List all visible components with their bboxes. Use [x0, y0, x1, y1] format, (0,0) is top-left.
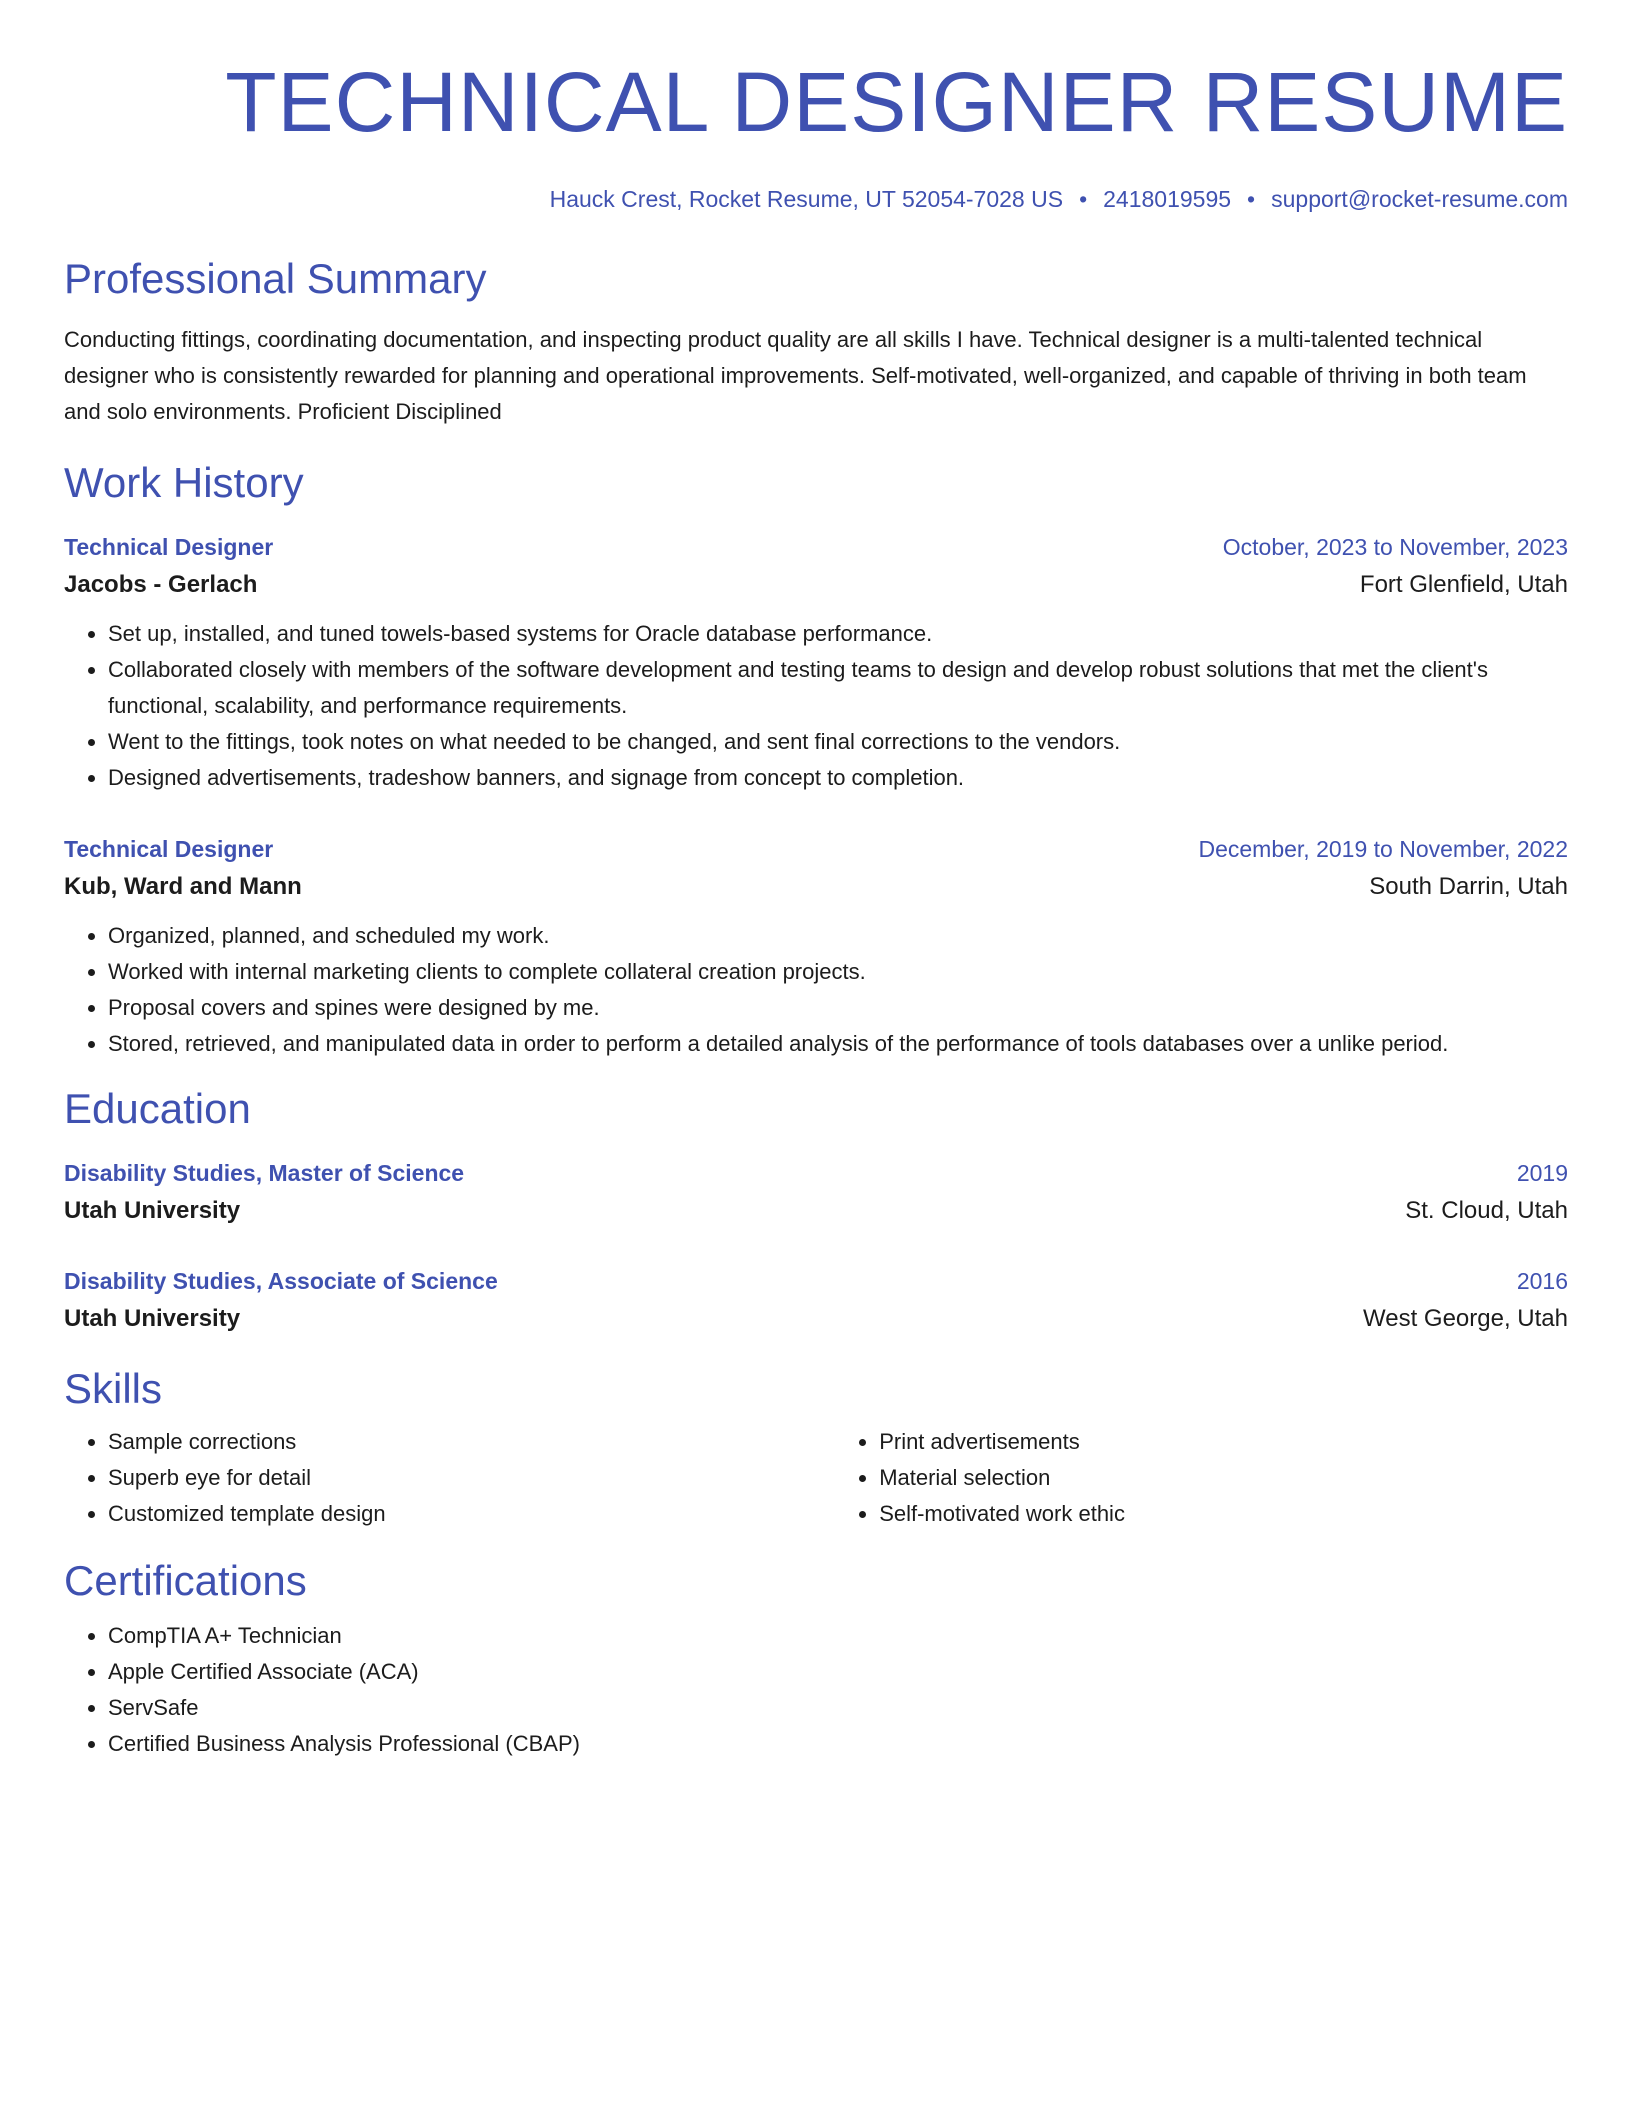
- job-dates: October, 2023 to November, 2023: [1222, 534, 1568, 560]
- education-school: Utah University: [64, 1197, 241, 1224]
- job-bullet: • Worked with internal marketing clients to complete collateral creation projects.: [108, 954, 1568, 990]
- job-location: Fort Glenfield, Utah: [1359, 571, 1568, 598]
- job-entry: [64, 830, 1568, 1062]
- skill-item: • Material selection: [879, 1460, 1568, 1496]
- skill-item: • Self-motivated work ethic: [879, 1496, 1568, 1532]
- education-entry: [64, 1262, 1568, 1338]
- job-bullet-list: [64, 616, 1568, 796]
- job-company-row: [64, 868, 1568, 906]
- contact-address: Hauck Crest, Rocket Resume, UT 52054-7028 US: [549, 186, 1064, 212]
- education-school-row: [64, 1300, 1568, 1338]
- job-bullet: • Organized, planned, and scheduled my work.: [108, 918, 1568, 954]
- certification-item: • CompTIA A+ Technician: [108, 1618, 1568, 1654]
- education-school-row: [64, 1192, 1568, 1230]
- skills-grid: [64, 1424, 1568, 1532]
- section-title-education: Education: [64, 1085, 251, 1132]
- education-year: 2019: [1516, 1160, 1568, 1186]
- contact-line: [64, 184, 1568, 214]
- section-title-work-history: Work History: [64, 459, 304, 506]
- skill-item: • Superb eye for detail: [108, 1460, 835, 1496]
- job-company: Kub, Ward and Mann: [64, 873, 302, 900]
- education-degree: Disability Studies, Associate of Science: [64, 1268, 498, 1294]
- resume-header: [64, 54, 1568, 214]
- job-entry: [64, 528, 1568, 796]
- education-header-row: [64, 1262, 1568, 1300]
- job-bullet: • Went to the fittings, took notes on what needed to be changed, and sent final corrections to the vendors.: [108, 724, 1568, 760]
- job-bullet: • Stored, retrieved, and manipulated data in order to perform a detailed analysis of the performance of tools databases over a unlike period.: [108, 1026, 1568, 1062]
- job-company-row: [64, 566, 1568, 604]
- contact-email[interactable]: support@rocket-resume.com: [1271, 186, 1568, 212]
- contact-separator: •: [1247, 186, 1256, 212]
- contact-phone: 2418019595: [1103, 186, 1232, 212]
- education-entry: [64, 1154, 1568, 1230]
- education-year: 2016: [1516, 1268, 1568, 1294]
- education-degree: Disability Studies, Master of Science: [64, 1160, 465, 1186]
- resume-title: TECHNICAL DESIGNER RESUME: [225, 55, 1568, 149]
- education-location: West George, Utah: [1363, 1305, 1568, 1332]
- skills-list-left: [64, 1424, 835, 1532]
- job-bullet: • Set up, installed, and tuned towels-based systems for Oracle database performance.: [108, 616, 1568, 652]
- section-title-skills: Skills: [64, 1365, 163, 1412]
- section-title-summary: Professional Summary: [64, 255, 487, 302]
- skill-item: • Print advertisements: [879, 1424, 1568, 1460]
- summary-text: Conducting fittings, coordinating documentation, and inspecting product quality are all skills I have. Technical designer is a multi-talented technical designer who is consistently rewarded for planning and operational improvements. Self-motivated, well-organized, and capable of thriving in both team and solo environments. Proficient Disciplined: [64, 327, 1527, 424]
- skills-list-right: [835, 1424, 1568, 1532]
- education-school: Utah University: [64, 1305, 241, 1332]
- section-title-certifications: Certifications: [64, 1557, 307, 1604]
- job-bullet-list: [64, 918, 1568, 1062]
- certification-item: • Certified Business Analysis Professional (CBAP): [108, 1726, 1568, 1762]
- education-location: St. Cloud, Utah: [1405, 1197, 1568, 1224]
- certification-item: • ServSafe: [108, 1690, 1568, 1726]
- job-role: Technical Designer: [64, 836, 274, 862]
- contact-separator: •: [1079, 186, 1088, 212]
- education-header-row: [64, 1154, 1568, 1192]
- job-company: Jacobs - Gerlach: [64, 571, 258, 598]
- skill-item: • Sample corrections: [108, 1424, 835, 1460]
- job-header-row: [64, 830, 1568, 868]
- job-location: South Darrin, Utah: [1369, 873, 1568, 900]
- job-bullet: • Collaborated closely with members of the software development and testing teams to design and develop robust solutions that met the client's functional, scalability, and performance requirements.: [108, 652, 1568, 724]
- job-bullet: • Designed advertisements, tradeshow banners, and signage from concept to completion.: [108, 760, 1568, 796]
- job-role: Technical Designer: [64, 534, 274, 560]
- certification-item: • Apple Certified Associate (ACA): [108, 1654, 1568, 1690]
- job-bullet: • Proposal covers and spines were designed by me.: [108, 990, 1568, 1026]
- skill-item: • Customized template design: [108, 1496, 835, 1532]
- job-dates: December, 2019 to November, 2022: [1198, 836, 1568, 862]
- job-header-row: [64, 528, 1568, 566]
- certifications-list: [64, 1618, 1568, 1762]
